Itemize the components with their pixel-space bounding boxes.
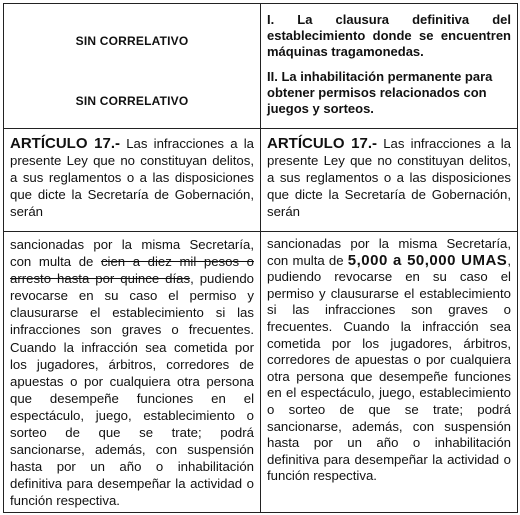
sanciones-text-right bbox=[267, 236, 511, 485]
sanciones-text-left bbox=[10, 236, 254, 510]
articulo-17-left bbox=[10, 135, 254, 220]
multa-umas-amount: 5,000 a 50,000 UMAS bbox=[347, 251, 508, 269]
articulo-text: Las infracciones a la presente Ley que no constituyan delitos, a sus reglamentos o a las disposiciones que dicte la Secretaría de Gobernación, serán bbox=[267, 136, 511, 219]
table-row bbox=[4, 232, 518, 513]
right-cell-fracciones bbox=[261, 4, 518, 129]
sanciones-text-part1: sancionadas por la misma Secretaría, con multa de bbox=[10, 237, 254, 270]
fraccion-i: I. La clausura definitiva del establecimiento donde se encuentren máquinas tragamonedas. bbox=[267, 12, 511, 59]
sin-correlativo-label-2: SIN CORRELATIVO bbox=[75, 94, 189, 108]
articulo-text: Las infracciones a la presente Ley que no constituyan delitos, a sus reglamentos o a las disposiciones que dicte la Secretaría de Gobernación, serán bbox=[10, 136, 254, 219]
fraccion-ii: II. La inhabilitación permanente para obtener permisos relacionados con juegos y sorteos. bbox=[267, 69, 493, 116]
sanciones-text-part2: , pudiendo revocarse en su caso el permiso y clausurarse el establecimiento si las infracciones son graves o frecuentes. Cuando la infracción sea cometida por los jugadores, árbitros, corredores de apuestas o por cualquiera otra persona que desempeñe funciones en el espectáculo, juego, establecimiento o sorteo de que se trate; podrá sancionarse, además, con suspensión hasta por un año o inhabilitación definitiva para desempeñar la actividad o función respectiva. bbox=[10, 271, 254, 509]
table-row bbox=[4, 129, 518, 232]
comparison-table bbox=[3, 3, 518, 513]
sanciones-text-part2: , pudiendo revocarse en su caso el permiso y clausurarse el establecimiento si las infracciones son graves o frecuentes. Cuando la infracción sea cometida por los jugadores, árbitros, corredores de apuestas o por cualquiera otra persona que desempeñe funciones en el espectáculo, juego, establecimiento o sorteo de que se trate; podrá sancionarse, además, con suspensión hasta por un año o inhabilitación definitiva para desempeñar la actividad o función respectiva. bbox=[267, 252, 511, 484]
articulo-heading: ARTÍCULO 17.- bbox=[267, 135, 378, 152]
left-cell-articulo-17 bbox=[4, 129, 261, 232]
right-cell-sanciones-propuesta bbox=[261, 232, 518, 513]
articulo-17-right bbox=[267, 135, 511, 220]
sanciones-text-part1: sancionadas por la misma Secretaría, con multa de bbox=[267, 236, 511, 268]
left-cell-sin-correlativo bbox=[4, 4, 261, 129]
struck-text-multa: cien a diez mil pesos o arresto hasta por quince días bbox=[10, 254, 254, 287]
table-row bbox=[4, 4, 518, 129]
sin-correlativo-label-1: SIN CORRELATIVO bbox=[75, 34, 189, 48]
articulo-heading: ARTÍCULO 17.- bbox=[10, 135, 121, 152]
left-cell-sanciones-vigente bbox=[4, 232, 261, 513]
right-cell-articulo-17 bbox=[261, 129, 518, 232]
